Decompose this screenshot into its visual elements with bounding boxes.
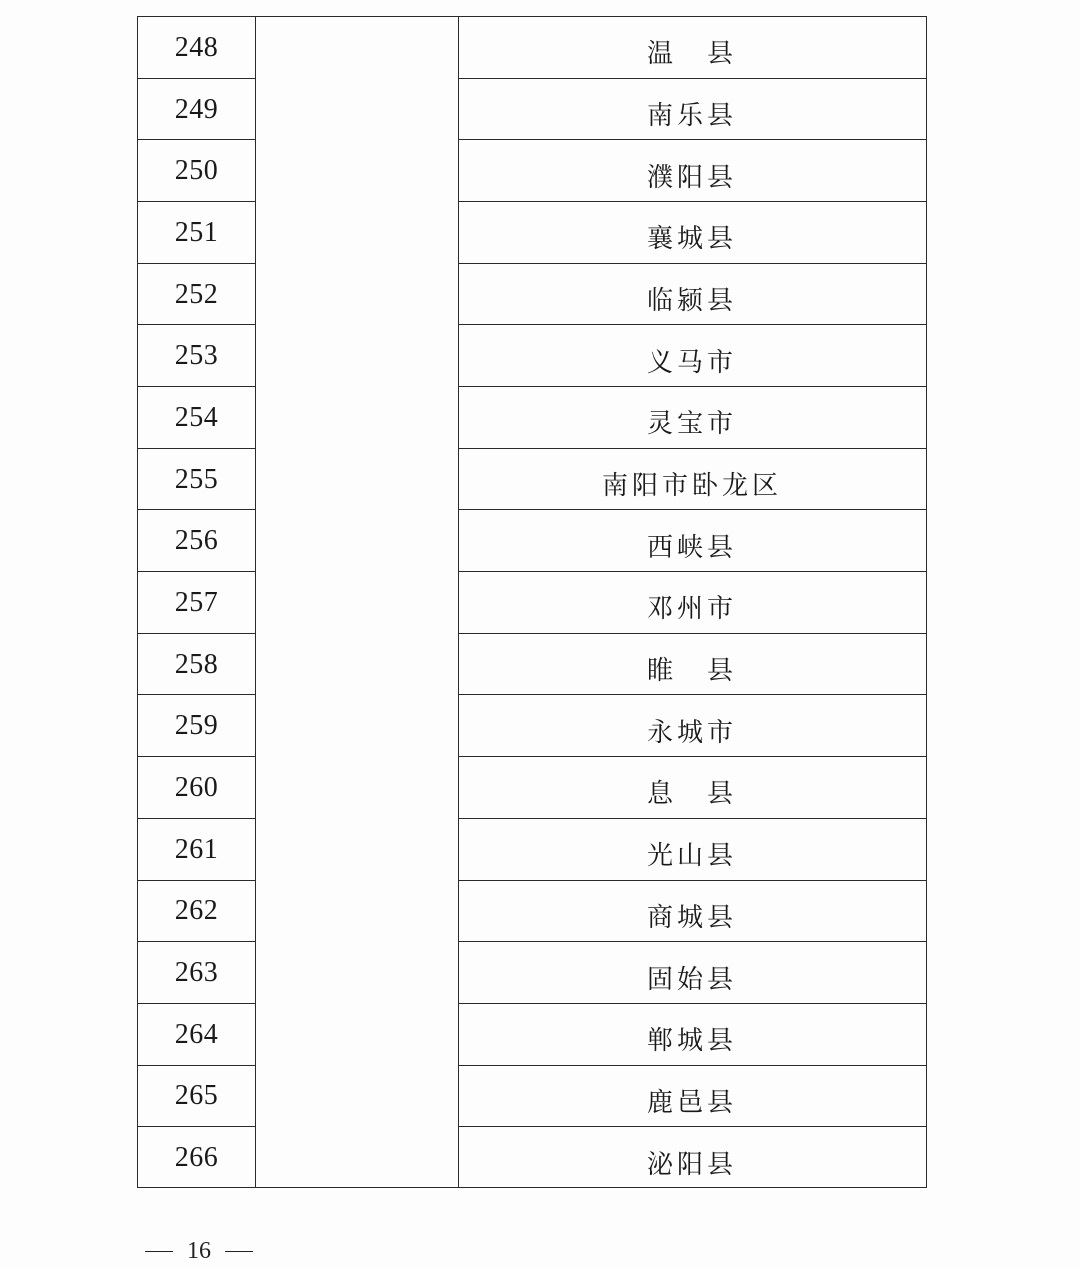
county-name: 灵宝市 [646,409,737,440]
page-footer [145,1238,253,1265]
table-row [138,1066,926,1128]
county-table [137,16,927,1188]
row-number: 264 [174,1018,219,1050]
table-row [138,819,926,881]
table-row [138,264,926,326]
county-name: 临颍县 [646,286,737,317]
row-number: 249 [174,93,219,125]
county-name: 泌阳县 [646,1149,737,1180]
row-number: 256 [174,525,219,557]
table-row [138,79,926,141]
table-row [138,325,926,387]
table-row [138,202,926,264]
county-name: 睢 县 [646,656,737,687]
page-number: 16 [187,1238,211,1264]
table-row [138,695,926,757]
row-number: 258 [174,648,219,680]
row-number: 265 [174,1080,219,1112]
county-name: 义马市 [646,347,737,378]
table-row [138,140,926,202]
county-name: 南乐县 [646,101,737,131]
row-number: 255 [174,463,219,495]
row-number: 252 [174,278,219,310]
county-name: 光山县 [646,841,737,872]
county-name: 濮阳县 [646,162,737,193]
table-row [138,449,926,511]
row-number: 260 [174,771,219,803]
table-row [138,1127,926,1189]
table-row [138,572,926,634]
county-name: 永城市 [646,717,737,748]
table-row [138,634,926,696]
table-row [138,510,926,572]
row-number: 250 [174,155,219,187]
row-number: 254 [174,401,219,433]
county-name: 西峡县 [646,532,737,563]
county-name: 息 县 [646,779,737,810]
row-number: 253 [174,340,219,372]
row-number: 262 [174,895,219,927]
table-row [138,1004,926,1066]
county-name: 襄城县 [646,224,737,255]
county-name: 温 县 [646,39,737,70]
footer-dash-left [145,1251,173,1252]
footer-dash-right [225,1251,253,1252]
row-number: 263 [174,957,219,989]
county-name: 鹿邑县 [646,1087,737,1118]
county-name: 固始县 [646,964,737,995]
row-number: 266 [174,1142,219,1174]
table-row [138,17,926,79]
county-name: 邓州市 [646,594,737,625]
row-number: 248 [174,31,219,63]
row-number: 259 [174,710,219,742]
table-row [138,942,926,1004]
row-number: 261 [174,833,219,865]
table-row [138,387,926,449]
county-name: 南阳市卧龙区 [601,471,782,502]
table-row [138,881,926,943]
county-name: 商城县 [646,902,737,933]
table-row [138,757,926,819]
row-number: 251 [174,216,219,248]
county-name: 郸城县 [646,1026,737,1057]
row-number: 257 [174,586,219,618]
